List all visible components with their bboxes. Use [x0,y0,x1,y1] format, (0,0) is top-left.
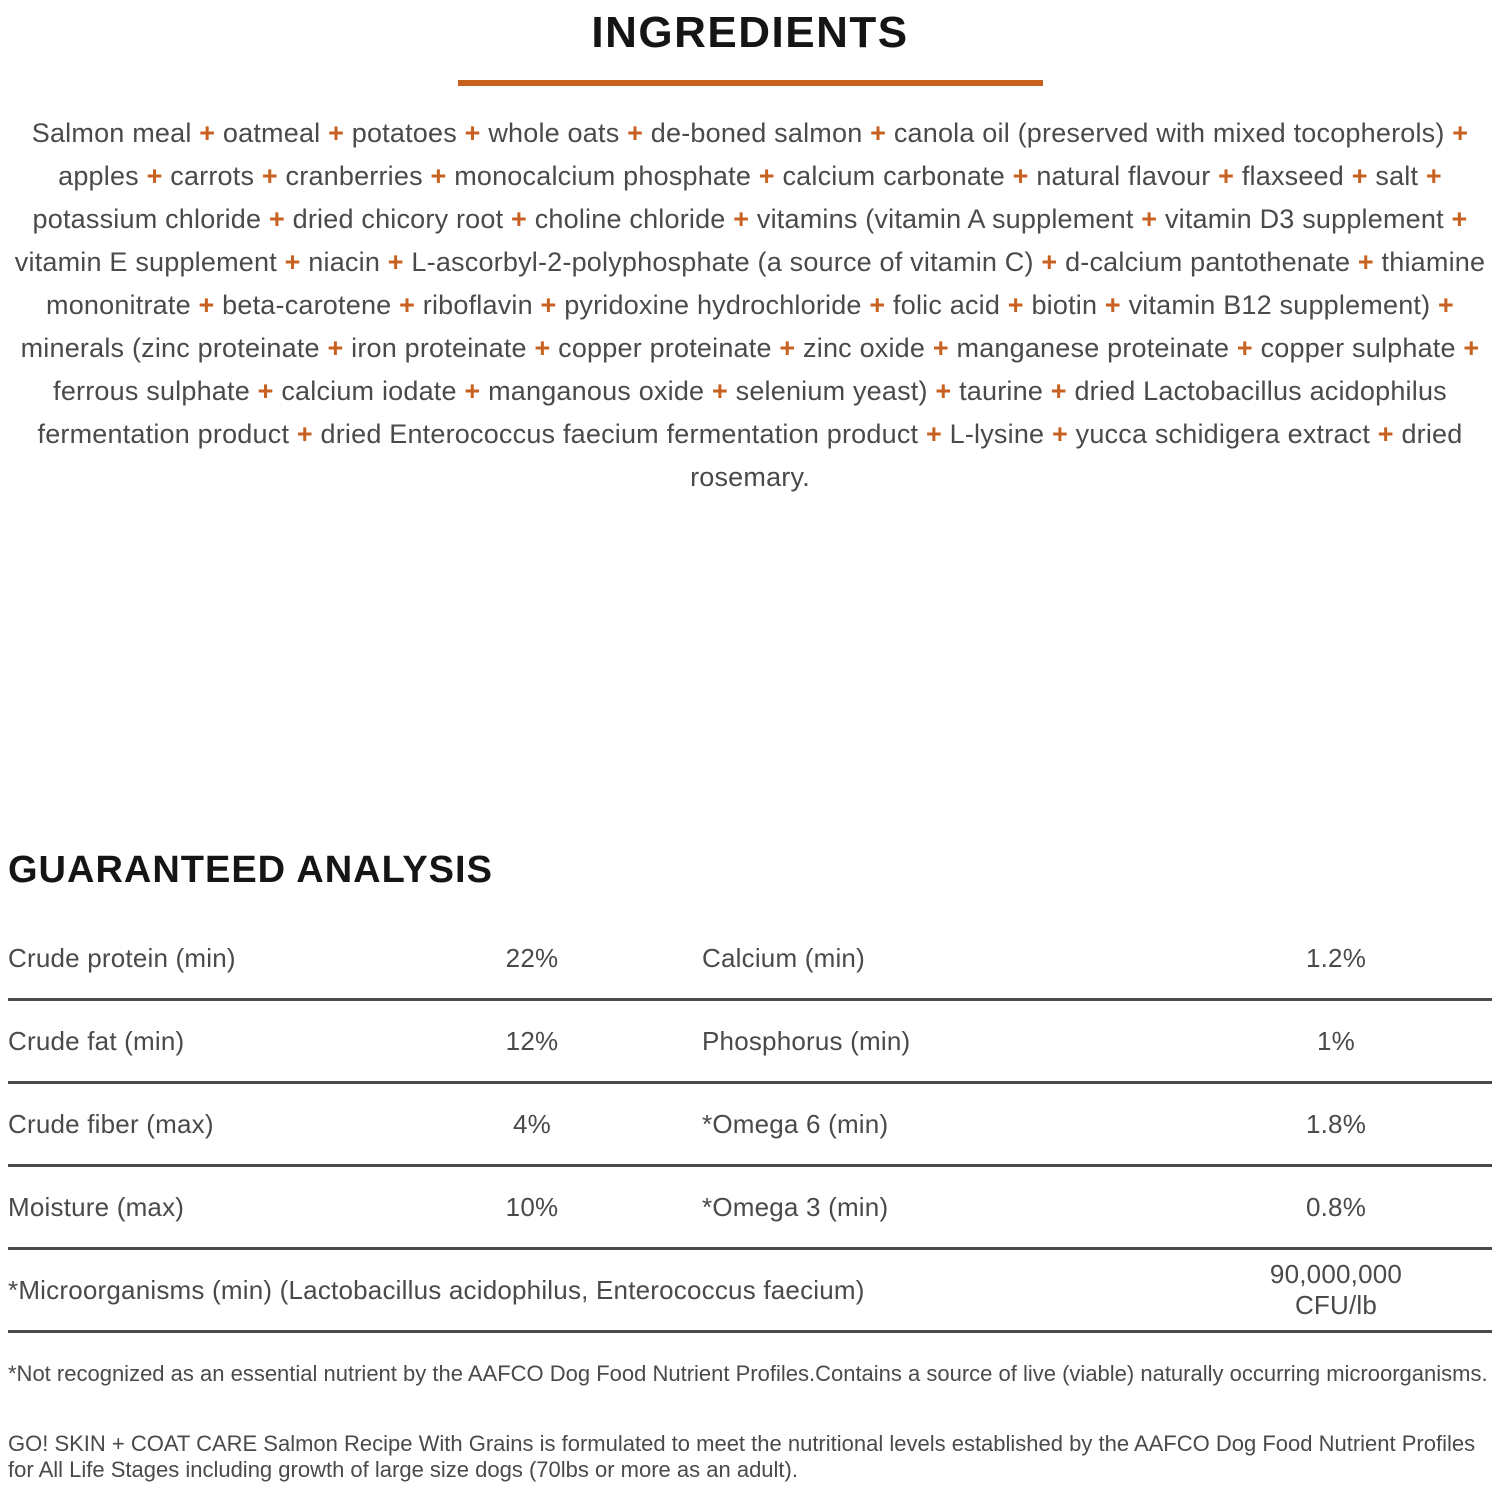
ingredient: d-calcium pantothenate [1065,247,1351,277]
plus-separator: + [146,161,163,191]
plus-separator: + [261,161,278,191]
ingredient: flaxseed [1241,161,1344,191]
analysis-label: Crude fat (min) [8,1025,185,1056]
plus-separator: + [534,333,551,363]
plus-separator: + [430,161,447,191]
ingredient: dried Enterococcus faecium fermentation product [320,419,919,449]
plus-separator: + [1438,290,1454,320]
ingredient: copper proteinate [558,333,772,363]
plus-separator: + [627,118,644,148]
plus-separator: + [199,118,216,148]
plus-separator: + [935,376,952,406]
analysis-label: Crude protein (min) [8,942,236,973]
ingredient: L-lysine [949,419,1045,449]
ingredient: copper sulphate [1260,333,1456,363]
guaranteed-analysis-title: GUARANTEED ANALYSIS [8,849,493,891]
ingredient: L-ascorbyl-2-polyphosphate (a source of vitamin C) [411,247,1034,277]
analysis-value: 90,000,000 CFU/lb [1269,1259,1403,1320]
analysis-row [8,1167,1492,1250]
ingredient: manganese proteinate [956,333,1230,363]
ingredient: iron proteinate [351,333,527,363]
plus-separator: + [758,161,775,191]
plus-separator: + [779,333,796,363]
plus-separator: + [1452,118,1469,148]
plus-separator: + [328,118,345,148]
ingredient: selenium yeast) [735,376,928,406]
plus-separator: + [268,204,285,234]
plus-separator: + [733,204,750,234]
plus-separator: + [711,376,728,406]
ingredient: yucca schidigera extract [1075,419,1371,449]
ingredients-title: INGREDIENTS [591,8,909,57]
ingredient: minerals (zinc proteinate [20,333,320,363]
ingredient: oatmeal [222,118,321,148]
plus-separator: + [1377,419,1394,449]
ingredient: ferrous sulphate [53,376,250,406]
plus-separator: + [464,118,481,148]
plus-separator: + [540,290,557,320]
ingredient: calcium carbonate [782,161,1005,191]
plus-separator: + [1041,247,1058,277]
ingredient: potassium chloride [32,204,262,234]
ingredients-underline [458,80,1043,86]
analysis-value: 10% [505,1191,559,1222]
plus-separator: + [869,290,886,320]
ingredient: choline chloride [534,204,726,234]
plus-separator: + [1451,204,1468,234]
ingredient: thiamine mononitrate [46,247,1486,320]
ingredient: pyridoxine hydrochloride [564,290,862,320]
plus-separator: + [1463,333,1480,363]
ingredient: vitamin B12 supplement) [1128,290,1431,320]
ingredient: potatoes [351,118,457,148]
plus-separator: + [1051,419,1068,449]
ingredient: manganous oxide [488,376,705,406]
analysis-value: 22% [505,942,559,973]
ingredient: monocalcium phosphate [454,161,752,191]
ingredients-text [8,112,1492,499]
ingredient: taurine [959,376,1044,406]
plus-separator: + [1357,247,1374,277]
analysis-row [8,1084,1492,1167]
ingredient: whole oats [488,118,620,148]
plus-separator: + [257,376,274,406]
ingredient: de-boned salmon [650,118,863,148]
plus-separator: + [1351,161,1368,191]
analysis-row [8,918,1492,1001]
plus-separator: + [1007,290,1024,320]
analysis-label: *Omega 3 (min) [702,1191,889,1222]
plus-separator: + [925,419,942,449]
plus-separator: + [1050,376,1067,406]
analysis-row [8,1001,1492,1084]
analysis-value: 0.8% [1305,1191,1367,1222]
ingredient: biotin [1031,290,1098,320]
plus-separator: + [327,333,344,363]
ingredient: vitamin D3 supplement [1164,204,1444,234]
ingredient: riboflavin [422,290,533,320]
analysis-label: *Microorganisms (min) (Lactobacillus acidophilus, Enterococcus faecium) [8,1274,865,1305]
plus-separator: + [464,376,481,406]
analysis-value: 1.2% [1305,942,1367,973]
analysis-row-microorganisms [8,1250,1492,1333]
ingredient: apples [58,161,139,191]
ingredient: folic acid [893,290,1001,320]
analysis-label: *Omega 6 (min) [702,1108,889,1139]
ingredient: zinc oxide [803,333,926,363]
ingredient: dried chicory root [292,204,504,234]
plus-separator: + [932,333,949,363]
ingredient: Salmon meal [31,118,192,148]
plus-separator: + [1141,204,1158,234]
plus-separator: + [296,419,313,449]
analysis-label: Moisture (max) [8,1191,185,1222]
plus-separator: + [511,204,527,234]
analysis-value: 4% [513,1108,551,1139]
ingredient: dried Lactobacillus acidophilus fermentation product [37,376,1447,449]
plus-separator: + [870,118,887,148]
analysis-label: Phosphorus (min) [702,1025,911,1056]
ingredient: canola oil (preserved with mixed tocopherols) [893,118,1445,148]
ingredient: calcium iodate [281,376,457,406]
analysis-value: 1.8% [1305,1108,1367,1139]
plus-separator: + [1012,161,1029,191]
plus-separator: + [399,290,416,320]
plus-separator: + [198,290,215,320]
plus-separator: + [1218,161,1235,191]
ingredient: vitamin E supplement [14,247,277,277]
plus-separator: + [387,247,404,277]
ingredient: dried rosemary. [690,419,1463,492]
plus-separator: + [284,247,301,277]
aafco-statement: GO! SKIN + COAT CARE Salmon Recipe With Grains is formulated to meet the nutritional levels established by the AAFCO Dog Food Nutrient Profiles for All Life Stages including growth of large size dogs (70lbs or more as an adult). [8,1431,1476,1482]
analysis-value: 12% [505,1025,559,1056]
ingredient: salt [1375,161,1419,191]
plus-separator: + [1236,333,1253,363]
ingredient: beta-carotene [222,290,392,320]
ingredient: cranberries [285,161,423,191]
plus-separator: + [1104,290,1121,320]
plus-separator: + [1425,161,1442,191]
analysis-label: Crude fiber (max) [8,1108,214,1139]
ingredient: vitamins (vitamin A supplement [756,204,1134,234]
analysis-footnote: *Not recognized as an essential nutrient by the AAFCO Dog Food Nutrient Profiles.Contains a source of live (viable) naturally occurring microorganisms. [8,1361,1488,1386]
ingredient: natural flavour [1036,161,1211,191]
ingredient: niacin [308,247,381,277]
guaranteed-analysis-table [8,918,1492,1333]
analysis-label: Calcium (min) [702,942,865,973]
ingredient: carrots [170,161,255,191]
analysis-value: 1% [1317,1025,1355,1056]
guaranteed-analysis-section [8,849,1492,1483]
